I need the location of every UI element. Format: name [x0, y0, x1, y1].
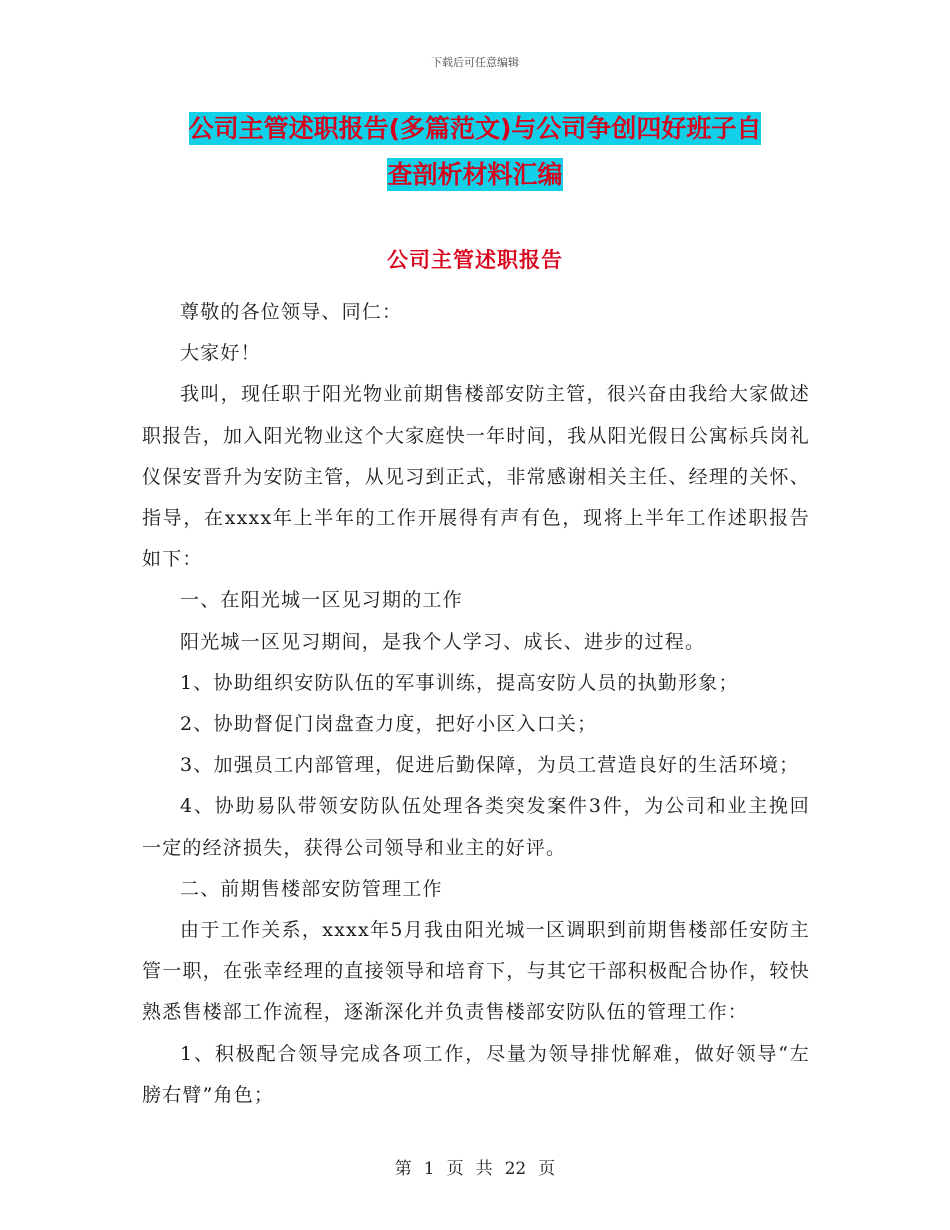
page-label-prefix: 第: [394, 1159, 412, 1179]
total-pages-number: 22: [504, 1159, 527, 1179]
paragraph: 我叫，现任职于阳光物业前期售楼部安防主管，很兴奋由我给大家做述职报告，加入阳光物业这个大家庭快一年时间，我从阳光假日公寓标兵岗礼仪保安晋升为安防主管，从见习到正式，非常感谢相关主任、经理的关怀、指导，在xxxx年上半年的工作开展得有声有色，现将上半年工作述职报告如下：: [142, 383, 810, 571]
paragraph: 由于工作关系，xxxx年5月我由阳光城一区调职到前期售楼部任安防主管一职，在张幸经理的直接领导和培育下，与其它干部积极配合协作，较快熟悉售楼部工作流程，逐渐深化并负责售楼部安防队伍的管理工作：: [142, 919, 810, 1024]
paragraph: 2、协助督促门岗盘查力度，把好小区入口关；: [180, 713, 598, 736]
document-title-line1: 公司主管述职报告(多篇范文)与公司争创四好班子自: [188, 114, 762, 143]
page-label-mid2: 共: [475, 1159, 493, 1179]
document-body: [142, 292, 810, 1116]
current-page-number: 1: [423, 1159, 435, 1179]
page-label-suffix: 页: [538, 1159, 556, 1179]
document-title-line2: 查剖析材料汇编: [387, 160, 563, 189]
document-title: [120, 106, 830, 198]
section-title: 公司主管述职报告: [387, 248, 563, 272]
page-header-note: 下载后可任意编辑: [431, 56, 519, 69]
page-label-mid1: 页: [446, 1159, 464, 1179]
paragraph: 二、前期售楼部安防管理工作: [180, 877, 443, 900]
paragraph: 3、加强员工内部管理，促进后勤保障，为员工营造良好的生活环境；: [180, 754, 800, 777]
paragraph: 4、协助易队带领安防队伍处理各类突发案件3件，为公司和业主挽回一定的经济损失，获得公司领导和业主的好评。: [142, 795, 810, 859]
paragraph: 1、积极配合领导完成各项工作，尽量为领导排忧解难，做好领导“左膀右臂”角色；: [142, 1042, 810, 1106]
paragraph: 大家好！: [180, 342, 261, 365]
paragraph: 尊敬的各位领导、同仁：: [180, 301, 403, 323]
paragraph: 1、协助组织安防队伍的军事训练，提高安防人员的执勤形象；: [180, 671, 739, 694]
paragraph: 阳光城一区见习期间，是我个人学习、成长、进步的过程。: [180, 630, 706, 653]
paragraph: 一、在阳光城一区见习期的工作: [180, 589, 463, 612]
page-number-footer: [0, 1154, 950, 1179]
